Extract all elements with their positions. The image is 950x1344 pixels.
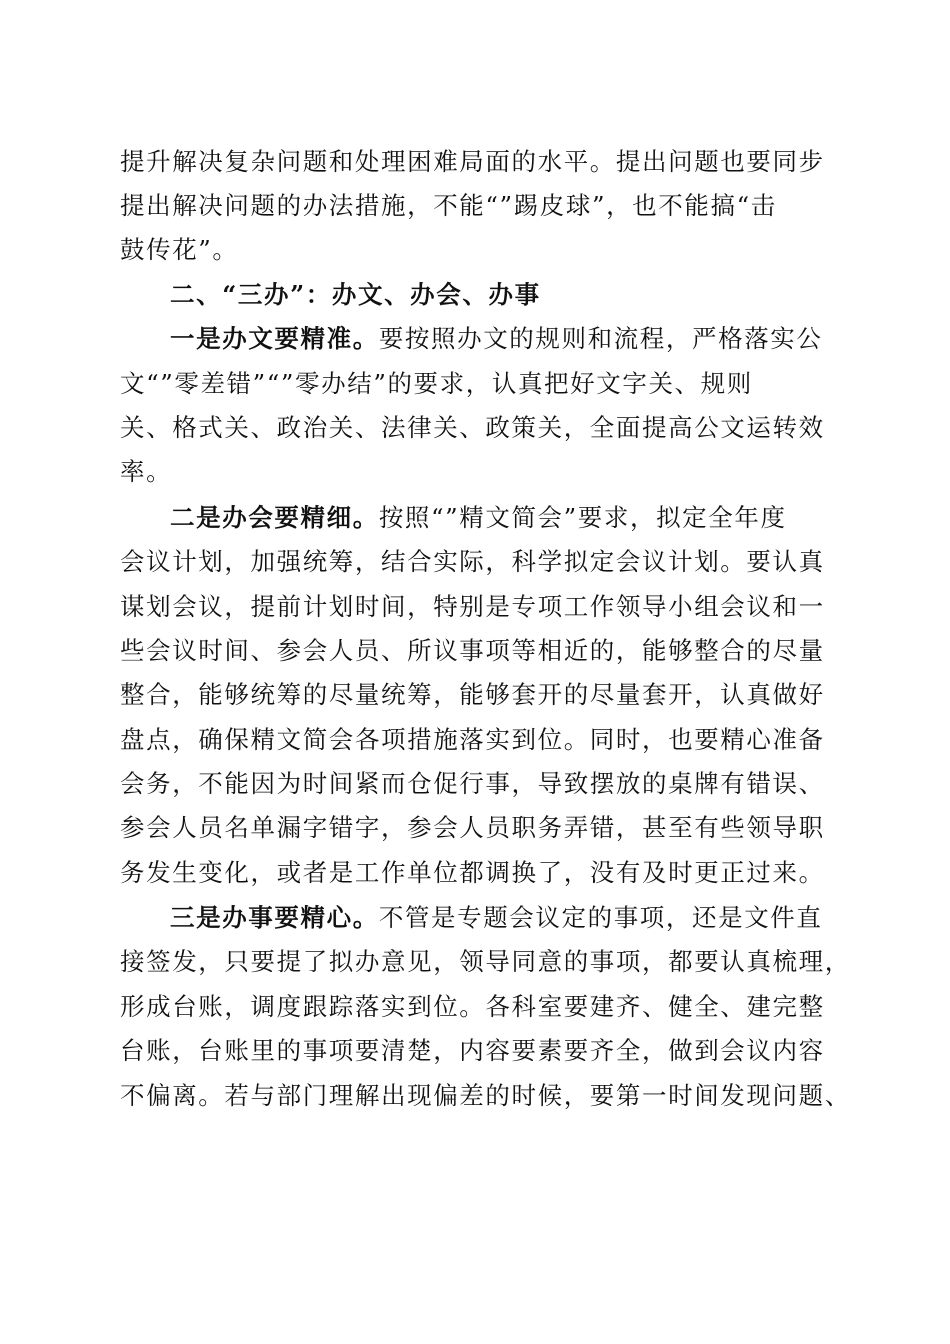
- paragraph-line: 提出解决问题的办法措施，不能“”踢皮球”，也不能搞“击: [120, 191, 777, 220]
- paragraph-line: 整合，能够统筹的尽量统筹，能够套开的尽量套开，认真做好: [120, 680, 825, 709]
- section-heading: 二、“三办”：办文、办会、办事: [170, 280, 541, 309]
- lead-phrase: 三是办事要精心。: [170, 903, 379, 932]
- paragraph-line: 提升解决复杂问题和处理困难局面的水平。提出问题也要同步: [120, 147, 825, 176]
- paragraph-text: 不管是专题会议定的事项，还是文件直: [378, 903, 823, 932]
- paragraph-line: 关、格式关、政治关、法律关、政策关，全面提高公文运转效: [120, 413, 825, 442]
- paragraph-line: 率。: [120, 457, 173, 486]
- paragraph-line: 文“”零差错”“”零办结”的要求，认真把好文字关、规则: [120, 369, 753, 398]
- paragraph-line: 参会人员名单漏字错字，参会人员职务弄错，甚至有些领导职: [120, 813, 825, 842]
- paragraph-text: 按照“”精文简会”要求，拟定全年度: [378, 503, 787, 532]
- paragraph-line: 不偏离。若与部门理解出现偏差的时候，要第一时间发现问题、: [120, 1081, 851, 1110]
- paragraph-line: 会务，不能因为时间紧而仓促行事，导致摆放的桌牌有错误、: [120, 769, 825, 798]
- paragraph-line: 些会议时间、参会人员、所议事项等相近的，能够整合的尽量: [120, 636, 825, 665]
- paragraph-line: 谋划会议，提前计划时间，特别是专项工作领导小组会议和一: [120, 592, 825, 621]
- paragraph-line: [170, 896, 832, 940]
- paragraph-line: 形成台账，调度跟踪落实到位。各科室要建齐、健全、建完整: [120, 992, 825, 1021]
- paragraph-line: 会议计划，加强统筹，结合实际，科学拟定会议计划。要认真: [120, 547, 825, 576]
- paragraph-text: 要按照办文的规则和流程，严格落实公: [378, 324, 823, 353]
- paragraph-line: 鼓传花”。: [120, 235, 239, 264]
- lead-phrase: 一是办文要精准。: [170, 324, 379, 353]
- paragraph-line: 台账，台账里的事项要清楚，内容要素要齐全，做到会议内容: [120, 1036, 825, 1065]
- paragraph-line: 盘点，确保精文简会各项措施落实到位。同时，也要精心准备: [120, 725, 825, 754]
- lead-phrase: 二是办会要精细。: [170, 503, 379, 532]
- paragraph-line: 接签发，只要提了拟办意见，领导同意的事项，都要认真梳理，: [120, 947, 851, 976]
- paragraph-line: [170, 317, 832, 361]
- paragraph-line: [170, 496, 832, 540]
- paragraph-line: 务发生变化，或者是工作单位都调换了，没有及时更正过来。: [120, 858, 825, 887]
